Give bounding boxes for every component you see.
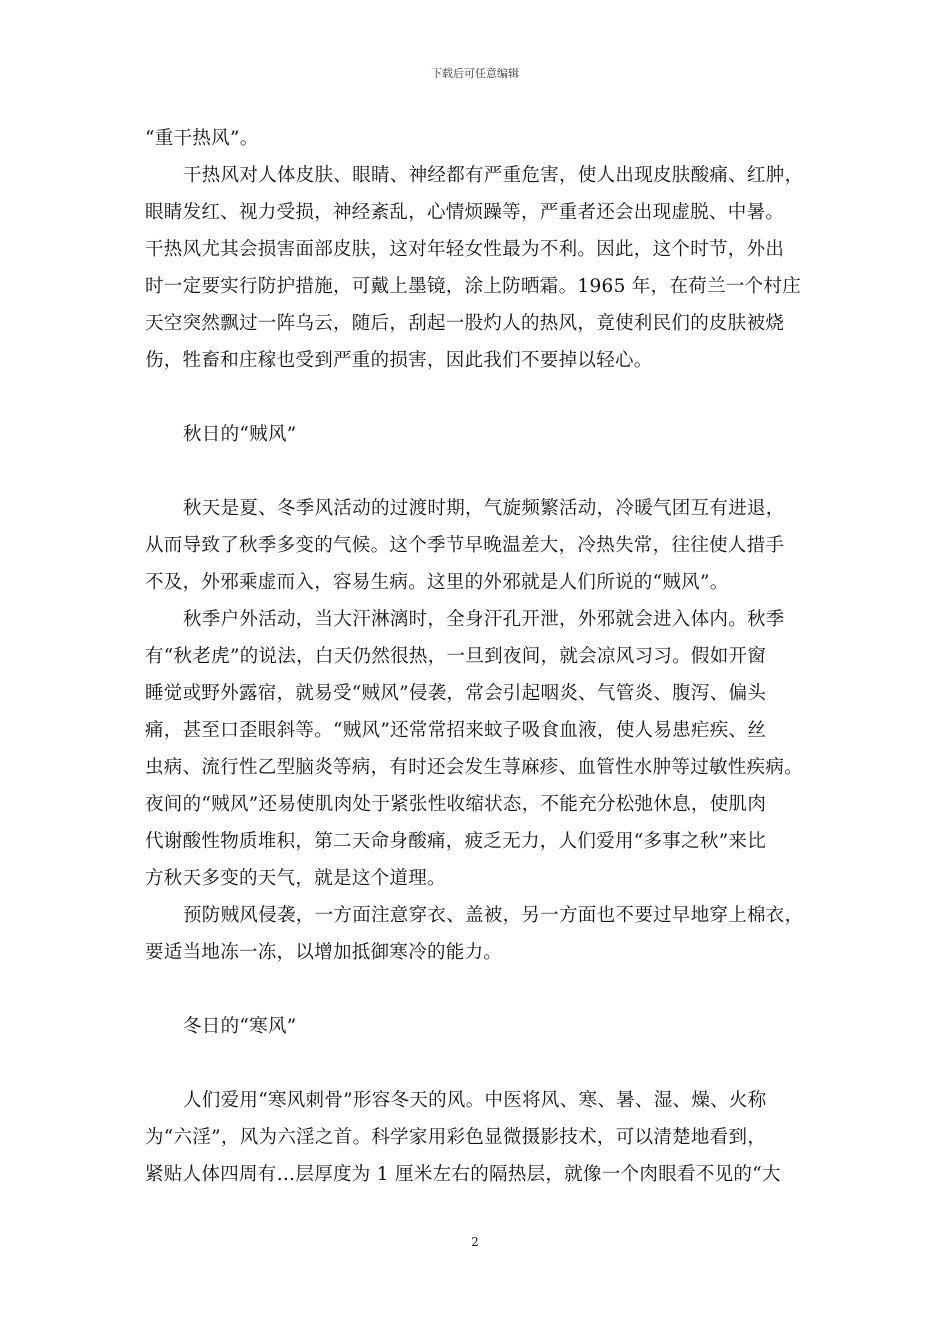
text-line: 天空突然飘过一阵乌云，随后，刮起一股灼人的热风，竟使利民们的皮肤被烧	[145, 313, 785, 334]
text-line: 人们爱用“寒风刺骨”形容冬天的风。中医将风、寒、暑、湿、燥、火称	[183, 1090, 767, 1111]
text-line: 秋日的“贼风”	[183, 424, 297, 445]
text-line: 有“秋老虎”的说法，白天仍然很热，一旦到夜间，就会凉风习习。假如开窗	[145, 646, 767, 667]
text-line: 预防贼风侵袭，一方面注意穿衣、盖被，另一方面也不要过早地穿上棉衣，	[183, 905, 804, 926]
text-line: 为“六淫”，风为六淫之首。科学家用彩色显微摄影技术，可以清楚地看到，	[145, 1127, 767, 1148]
text-line: “重干热风”。	[145, 128, 259, 149]
text-line: 伤，牲畜和庄稼也受到严重的损害，因此我们不要掉以轻心。	[145, 350, 653, 371]
blank-line	[145, 971, 810, 1008]
text-line: 从而导致了秋季多变的气候。这个季节早晚温差大，冷热失常，往往使人措手	[145, 535, 785, 556]
text-line: 冬日的“寒风”	[183, 1016, 297, 1037]
text-line: 虫病、流行性乙型脑炎等病，有时还会发生荨麻疹、血管性水肿等过敏性疾病。	[145, 757, 804, 778]
page-header: 下载后可任意编辑	[431, 67, 519, 80]
text-line: 要适当地冻一冻，以增加抵御寒冷的能力。	[145, 942, 503, 963]
text-line: 方秋天多变的天气，就是这个道理。	[145, 868, 446, 889]
text-line: 睡觉或野外露宿，就易受“贼风”侵袭，常会引起咽炎、气管炎、腹泻、偏头	[145, 683, 767, 704]
text-line: 秋天是夏、冬季风活动的过渡时期，气旋频繁活动，冷暖气团互有进退，	[183, 498, 785, 519]
blank-line	[145, 453, 810, 490]
text-line: 眼睛发红、视力受损，神经紊乱，心情烦躁等，严重者还会出现虚脱、中暑。	[145, 202, 785, 223]
text-line: 干热风尤其会损害面部皮肤，这对年轻女性最为不利。因此，这个时节，外出	[145, 239, 785, 260]
text-line: 干热风对人体皮肤、眼睛、神经都有严重危害，使人出现皮肤酸痛、红肿，	[183, 165, 804, 186]
text-line: 紧贴人体四周有…层厚度为 1 厘米左右的隔热层，就像一个肉眼看不见的“大	[145, 1164, 781, 1185]
text-line: 代谢酸性物质堆积，第二天命身酸痛，疲乏无力，人们爱用“多事之秋”来比	[145, 831, 767, 852]
document-body	[145, 120, 810, 1193]
text-line: 秋季户外活动，当大汗淋漓时，全身汗孔开泄，外邪就会进入体内。秋季	[183, 609, 785, 630]
blank-line	[145, 379, 810, 416]
text-line: 痛，甚至口歪眼斜等。“贼风”还常常招来蚊子吸食血液，使人易患疟疾、丝	[145, 720, 767, 741]
text-line: 不及，外邪乘虚而入，容易生病。这里的外邪就是人们所说的“贼风”。	[145, 572, 729, 593]
blank-line	[145, 1045, 810, 1082]
text-line: 时一定要实行防护措施，可戴上墨镜，涂上防晒霜。1965 年，在荷兰一个村庄	[145, 276, 802, 297]
page-number: 2	[471, 1235, 479, 1249]
text-line: 夜间的“贼风”还易使肌肉处于紧张性收缩状态，不能充分松弛休息，使肌肉	[145, 794, 767, 815]
